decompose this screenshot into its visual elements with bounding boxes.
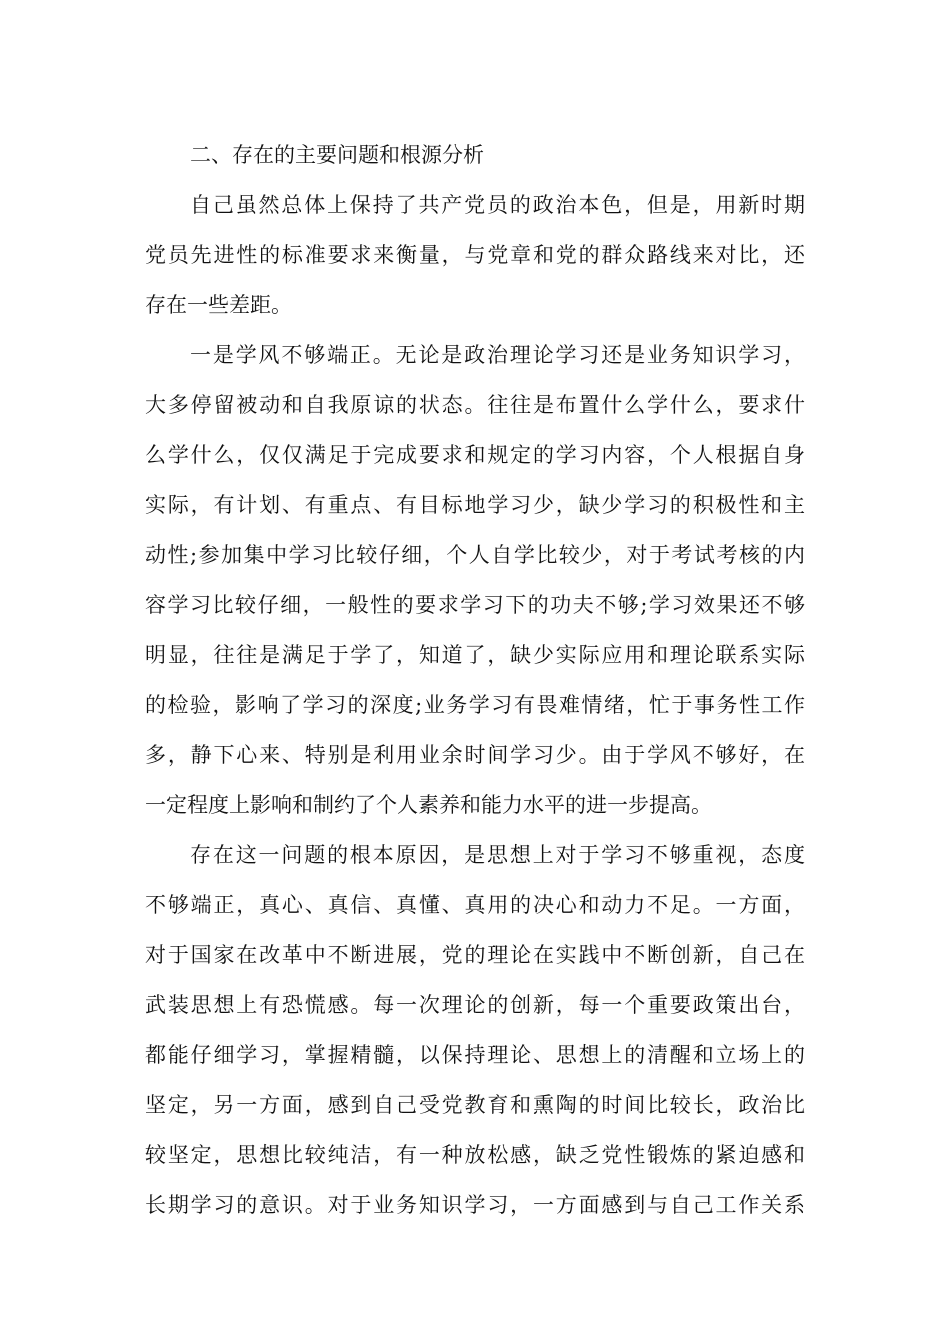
- paragraph-line: 自己虽然总体上保持了共产党员的政治本色，但是，用新时期: [190, 193, 805, 217]
- paragraph-line: 不够端正，真心、真信、真懂、真用的决心和动力不足。一方面，: [145, 893, 805, 917]
- paragraph-line: 较坚定，思想比较纯洁，有一种放松感，缺乏党性锻炼的紧迫感和: [145, 1143, 805, 1167]
- paragraph-study-style: [145, 330, 805, 830]
- document-page: [145, 130, 805, 1230]
- section-heading: 二、存在的主要问题和根源分析: [190, 143, 484, 167]
- paragraph-line: 坚定，另一方面，感到自己受党教育和熏陶的时间比较长，政治比: [145, 1093, 805, 1117]
- paragraph-root-cause: [145, 830, 805, 1230]
- paragraph-line: 武装思想上有恐慌感。每一次理论的创新，每一个重要政策出台，: [145, 993, 805, 1017]
- paragraph-line: 一是学风不够端正。无论是政治理论学习还是业务知识学习，: [190, 343, 805, 367]
- paragraph-line: 存在这一问题的根本原因，是思想上对于学习不够重视，态度: [190, 843, 805, 867]
- paragraph-line: 么学什么，仅仅满足于完成要求和规定的学习内容，个人根据自身: [145, 443, 805, 467]
- paragraph-line: 对于国家在改革中不断进展，党的理论在实践中不断创新，自己在: [145, 943, 805, 967]
- paragraph-line: 多，静下心来、特别是利用业余时间学习少。由于学风不够好，在: [145, 743, 805, 767]
- paragraph-line: 一定程度上影响和制约了个人素养和能力水平的进一步提高。: [145, 793, 712, 817]
- paragraph-line: 明显，往往是满足于学了，知道了，缺少实际应用和理论联系实际: [145, 643, 805, 667]
- paragraph-line: 都能仔细学习，掌握精髓，以保持理论、思想上的清醒和立场上的: [145, 1043, 805, 1067]
- paragraph-line: 长期学习的意识。对于业务知识学习，一方面感到与自己工作关系: [145, 1193, 805, 1217]
- paragraph-line: 容学习比较仔细，一般性的要求学习下的功夫不够;学习效果还不够: [145, 593, 805, 617]
- paragraph-line: 实际，有计划、有重点、有目标地学习少，缺少学习的积极性和主: [145, 493, 805, 517]
- paragraph-overview: [145, 180, 805, 330]
- paragraph-line: 的检验，影响了学习的深度;业务学习有畏难情绪，忙于事务性工作: [145, 693, 805, 717]
- paragraph-line: 存在一些差距。: [145, 293, 292, 317]
- paragraph-line: 党员先进性的标准要求来衡量，与党章和党的群众路线来对比，还: [145, 243, 805, 267]
- paragraph-line: 动性;参加集中学习比较仔细，个人自学比较少，对于考试考核的内: [145, 543, 805, 567]
- paragraph-line: 大多停留被动和自我原谅的状态。往往是布置什么学什么，要求什: [145, 393, 805, 417]
